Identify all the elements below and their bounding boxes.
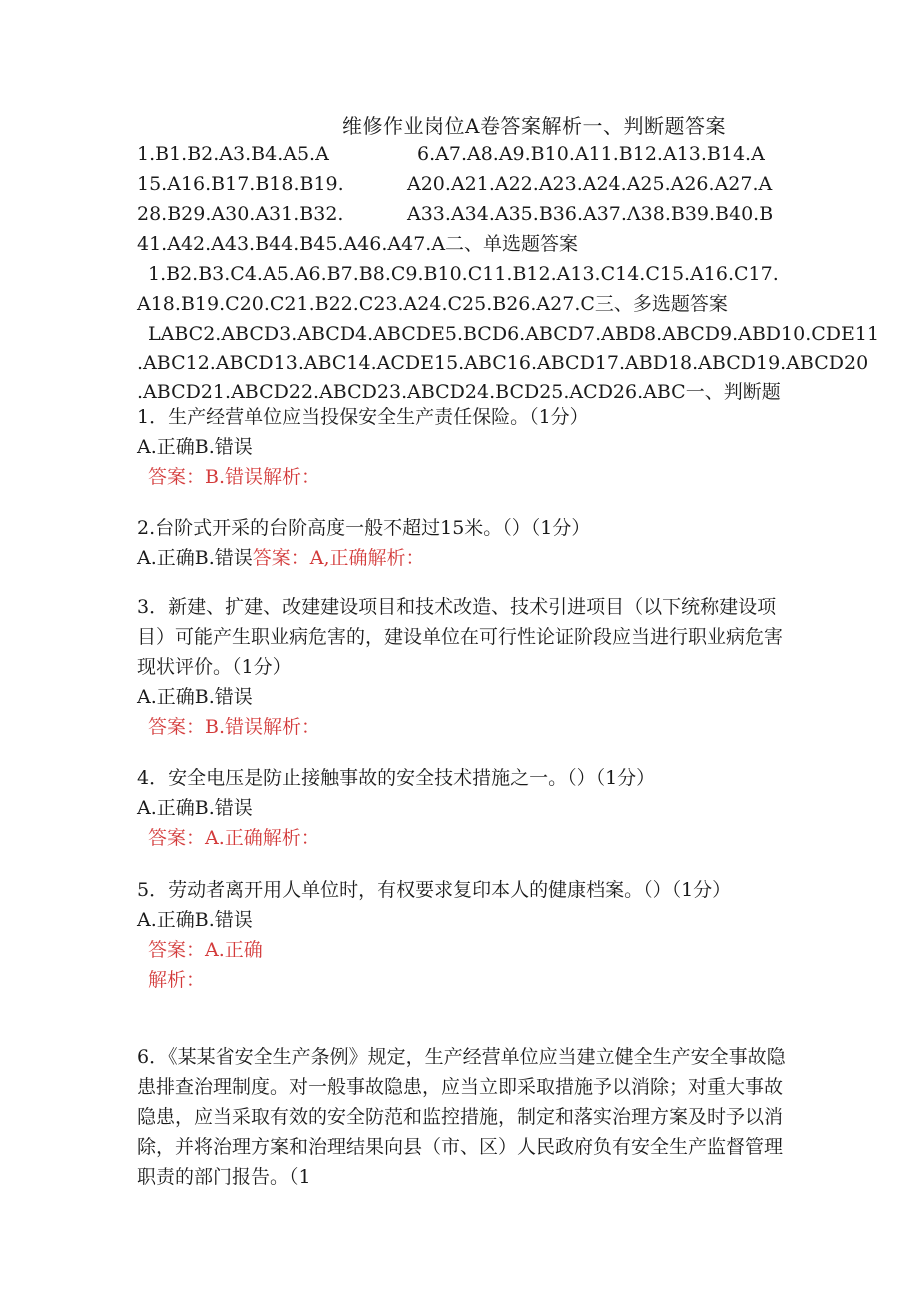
- answer-row-right: 6.A7.A8.A9.B10.A11.B12.A13.B14.A: [417, 143, 765, 165]
- single-choice-line: A18.B19.C20.C21.B22.C23.A24.C25.B26.A27.C三、多选题答案: [137, 293, 728, 315]
- question-text: 1．生产经营单位应当投保安全生产责任保险。（1分）: [137, 406, 589, 428]
- answer-row-left: 28.B29.A30.A31.B32.: [137, 203, 344, 225]
- question-text: 3．新建、扩建、改建建设项目和技术改造、技术引进项目（以下统称建设项目）可能产生职业病危害的，建设单位在可行性论证阶段应当进行职业病危害现状评价。（1分）: [137, 596, 784, 678]
- question-2: [137, 513, 787, 573]
- question-answer: 答案：B.错误解析：: [148, 466, 321, 488]
- answer-row-left: 1.B1.B2.A3.B4.A5.A: [137, 143, 329, 165]
- answer-row-right: A33.A34.A35.B36.A37.Λ38.B39.B40.B: [407, 203, 774, 225]
- question-text: 6．《某某省安全生产条例》规定，生产经营单位应当建立健全生产安全事故隐患排查治理制度。对一般事故隐患，应当立即采取措施予以消除；对重大事故隐患，应当采取有效的安全防范和监控措施，制定和落实治理方案及时予以消除，并将治理方案和治理结果向县（市、区）人民政府负有安全生产监督管理职责的部门报告。（1: [137, 1046, 786, 1188]
- question-options: A.正确B.错误: [137, 797, 253, 819]
- question-text: 2.台阶式开采的台阶高度一般不超过15米。（）（1分）: [137, 517, 591, 539]
- question-options-row: [137, 543, 787, 573]
- question-options: A.正确B.错误: [137, 436, 253, 458]
- question-answer: 答案：A,正确解析：: [252, 547, 425, 569]
- question-5: [137, 875, 787, 995]
- question-answer: 答案：A.正确: [148, 939, 263, 961]
- question-analysis: 解析：: [148, 969, 206, 991]
- answer-row-right: A20.A21.A22.A23.A24.A25.A26.A27.A: [407, 173, 773, 195]
- multi-choice-line: .ABCD21.ABCD22.ABCD23.ABCD24.BCD25.ACD26.ABC一、判断题: [137, 381, 781, 403]
- question-options: A.正确B.错误: [137, 909, 253, 931]
- document-title: 维修作业岗位A卷答案解析一、判断题答案: [342, 114, 726, 138]
- multi-choice-line: .ABC12.ABCD13.ABC14.ACDE15.ABC16.ABCD17.ABD18.ABCD19.ABCD20: [137, 352, 869, 374]
- answer-line-41: 41.A42.A43.B44.B45.A46.A47.A二、单选题答案: [137, 233, 579, 255]
- single-choice-line: 1.B2.B3.C4.A5.A6.B7.B8.C9.B10.C11.B12.A13.C14.C15.A16.C17.: [148, 263, 779, 285]
- question-answer: 答案：A.正确解析：: [148, 827, 320, 849]
- question-4: [137, 763, 787, 853]
- question-6: [137, 1042, 787, 1192]
- question-options: A.正确B.错误: [137, 686, 253, 708]
- question-answer: 答案：B.错误解析：: [148, 716, 321, 738]
- question-text: 4．安全电压是防止接触事故的安全技术措施之一。（）（1分）: [137, 767, 656, 789]
- question-1: [137, 402, 787, 492]
- question-3: [137, 592, 787, 742]
- answer-row-left: 15.A16.B17.B18.B19.: [137, 173, 344, 195]
- question-options: A.正确B.错误: [137, 547, 253, 569]
- question-text: 5．劳动者离开用人单位时，有权要求复印本人的健康档案。（）（1分）: [137, 879, 732, 901]
- multi-choice-line: LABC2.ABCD3.ABCD4.ABCDE5.BCD6.ABCD7.ABD8.ABCD9.ABD10.CDE11: [148, 323, 880, 345]
